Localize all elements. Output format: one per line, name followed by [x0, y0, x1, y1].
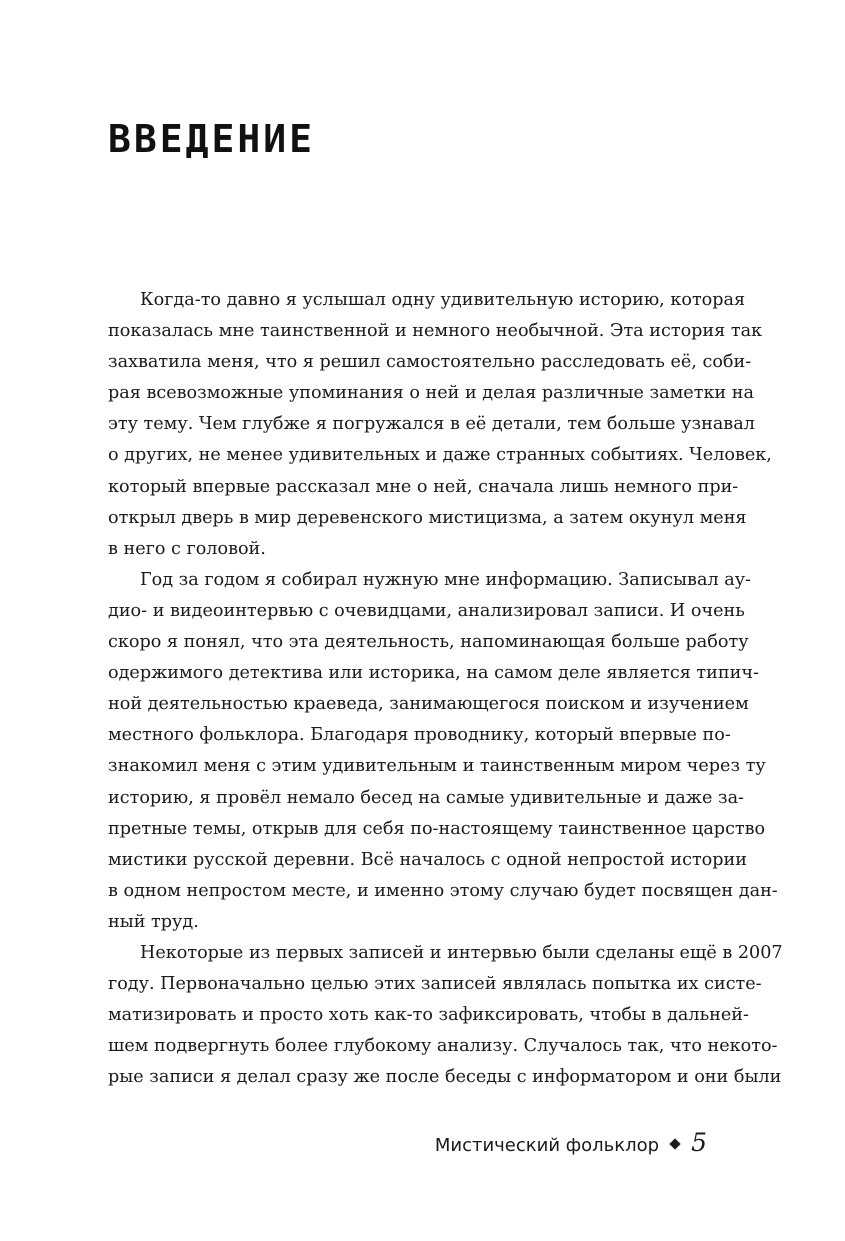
text-line: знакомил меня с этим удивительным и таинственным миром через ту [108, 756, 766, 777]
text-line: рые записи я делал сразу же после беседы с информатором и они были [108, 1067, 782, 1088]
page-footer [435, 1128, 707, 1157]
text-line: открыл дверь в мир деревенского мистицизма, а затем окунул меня [108, 507, 747, 528]
text-line: Год за годом я собирал нужную мне информацию. Записывал ау- [140, 569, 752, 590]
text-line: Некоторые из первых записей и интервью были сделаны ещё в 2007 [140, 942, 783, 963]
text-line: претные темы, открыв для себя по-настоящему таинственное царство [108, 818, 766, 839]
text-line: ной деятельностью краеведа, занимающегося поиском и изучением [108, 694, 749, 715]
text-line: скоро я понял, что эта деятельность, напоминающая больше работу [108, 632, 749, 653]
text-line: шем подвергнуть более глубокому анализу. Случалось так, что некото- [108, 1036, 778, 1057]
text-line: году. Первоначально целью этих записей являлась попытка их систе- [108, 974, 762, 995]
diamond-icon [669, 1138, 680, 1149]
paragraph [108, 938, 783, 1093]
text-line: Когда-то давно я услышал одну удивительную историю, которая [140, 290, 746, 310]
text-line: о других, не менее удивительных и даже странных событиях. Человек, [108, 445, 772, 466]
body-text [108, 285, 783, 1093]
text-line: захватила меня, что я решил самостоятельно расследовать её, соби- [108, 352, 752, 373]
text-line: матизировать и просто хоть как-то зафиксировать, чтобы в дальней- [108, 1005, 749, 1026]
text-line: местного фольклора. Благодаря проводнику, который впервые по- [108, 725, 731, 746]
chapter-title: ВВЕДЕНИЕ [108, 117, 316, 161]
text-line: в него с головой. [108, 538, 266, 559]
text-line: в одном непростом месте, и именно этому случаю будет посвящен дан- [108, 880, 778, 901]
text-line: ный труд. [108, 911, 199, 932]
paragraph [108, 285, 772, 565]
text-line: рая всевозможные упоминания о ней и делая различные заметки на [108, 383, 754, 404]
paragraph [108, 565, 778, 938]
text-line: одержимого детектива или историка, на самом деле является типич- [108, 663, 759, 684]
text-line: дио- и видеоинтервью с очевидцами, анализировал записи. И очень [108, 600, 745, 621]
running-title: Мистический фольклор [434, 1135, 660, 1156]
page-number: 5 [691, 1128, 707, 1157]
text-line: показалась мне таинственной и немного необычной. Эта история так [108, 321, 763, 342]
text-line: мистики русской деревни. Всё началось с одной непростой истории [108, 849, 747, 870]
text-line: который впервые рассказал мне о ней, сначала лишь немного при- [108, 476, 739, 497]
text-line: эту тему. Чем глубже я погружался в её детали, тем больше узнавал [108, 414, 755, 435]
text-line: историю, я провёл немало бесед на самые удивительные и даже за- [108, 787, 745, 808]
